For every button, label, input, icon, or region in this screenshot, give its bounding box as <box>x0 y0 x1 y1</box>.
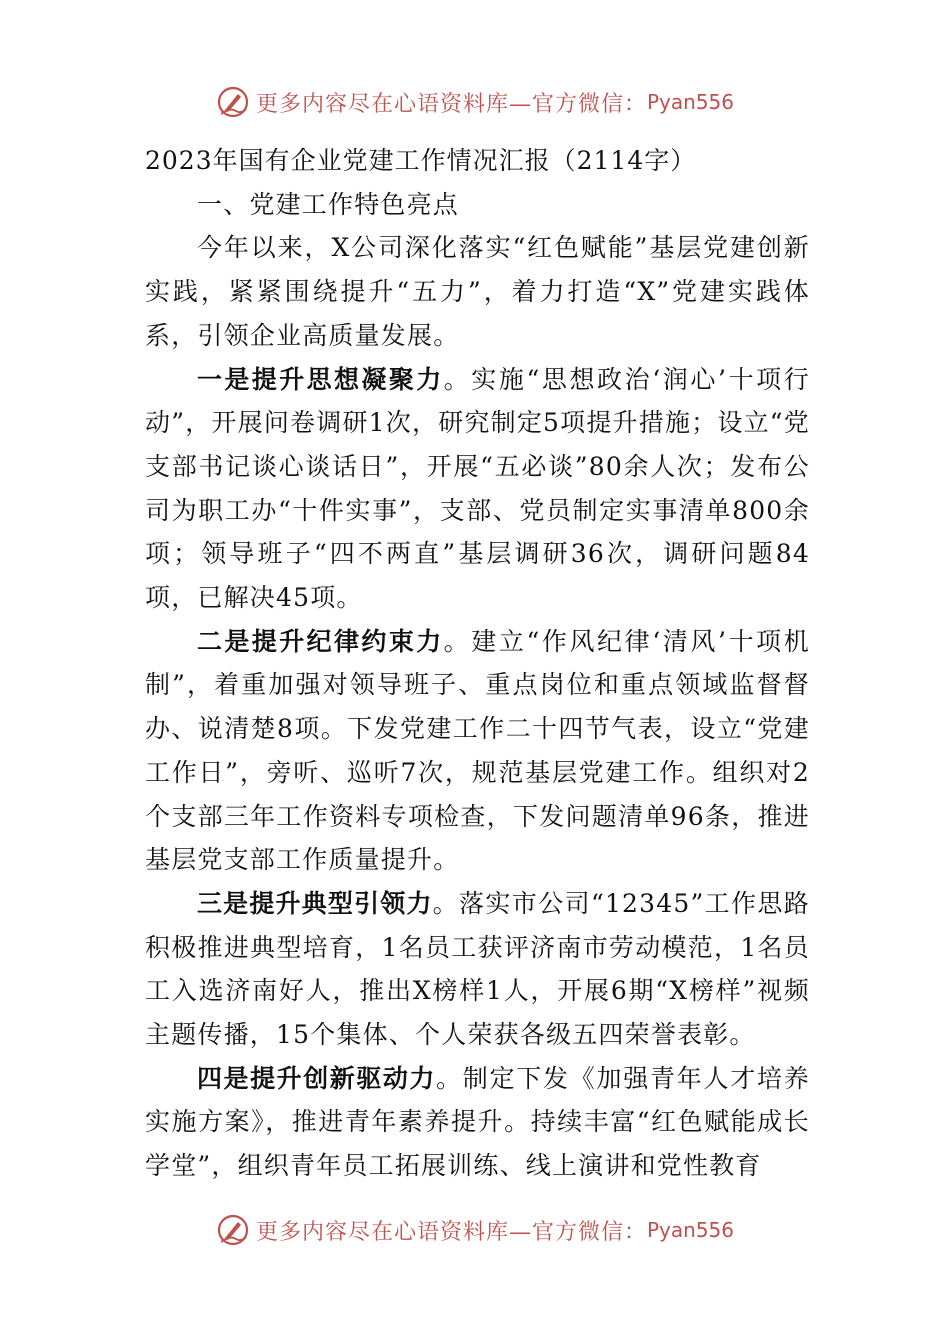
pen-logo-icon <box>216 1213 250 1247</box>
watermark-text: 更多内容尽在心语资料库—官方微信： <box>255 91 647 117</box>
watermark-banner-top <box>0 82 950 122</box>
paragraph-4-lead: 四是提升创新驱动力 <box>197 1063 436 1093</box>
paragraph-4 <box>145 1057 810 1188</box>
pen-logo-icon <box>216 85 250 119</box>
paragraph-3-body: 。落实市公司“12345”工作思路积极推进典型培育，1名员工获评济南市劳动模范，1名员工入选济南好人，推出X榜样1人，开展6期“X榜样”视频主题传播，15个集体、个人荣获各级五四荣誉表彰。 <box>145 888 810 1050</box>
paragraph-3-lead: 三是提升典型引领力 <box>197 888 433 918</box>
paragraph-1-body: 。实施“思想政治‘润心’十项行动”，开展问卷调研1次，研究制定5项提升措施；设立“党支部书记谈心谈话日”，开展“五必谈”80余人次；发布公司为职工办“十件实事”，支部、党员制定实事清单800余项；领导班子“四不两直”基层调研36次，调研问题84项，已解决45项。 <box>145 364 810 613</box>
paragraph-4-body: 。制定下发《加强青年人才培养实施方案》，推进青年素养提升。持续丰富“红色赋能成长学堂”，组织青年员工拓展训练、线上演讲和党性教育 <box>145 1063 810 1181</box>
watermark-banner-bottom <box>0 1210 950 1250</box>
paragraph-1 <box>145 358 810 620</box>
document-title: 2023年国有企业党建工作情况汇报（2114字） <box>145 146 697 175</box>
paragraph-2-lead: 二是提升纪律约束力 <box>197 626 444 656</box>
document-body <box>145 139 810 1188</box>
paragraph-2 <box>145 620 810 882</box>
paragraph-2-body: 。建立“作风纪律‘清风’十项机制”，着重加强对领导班子、重点岗位和重点领域监督督办、说清楚8项。下发党建工作二十四节气表，设立“党建工作日”，旁听、巡听7次，规范基层党建工作。组织对2个支部三年工作资料专项检查，下发问题清单96条，推进基层党支部工作质量提升。 <box>145 626 810 875</box>
paragraph-3 <box>145 882 810 1057</box>
paragraph-1-lead: 一是提升思想凝聚力 <box>197 364 444 394</box>
watermark-handle: Pyan556 <box>647 1218 735 1242</box>
intro-paragraph: 今年以来，X公司深化落实“红色赋能”基层党建创新实践，紧紧围绕提升“五力”，着力打造“X”党建实践体系，引领企业高质量发展。 <box>145 233 810 350</box>
watermark-handle: Pyan556 <box>647 90 735 114</box>
watermark-text: 更多内容尽在心语资料库—官方微信： <box>255 1219 647 1245</box>
section-heading: 一、党建工作特色亮点 <box>197 189 460 219</box>
